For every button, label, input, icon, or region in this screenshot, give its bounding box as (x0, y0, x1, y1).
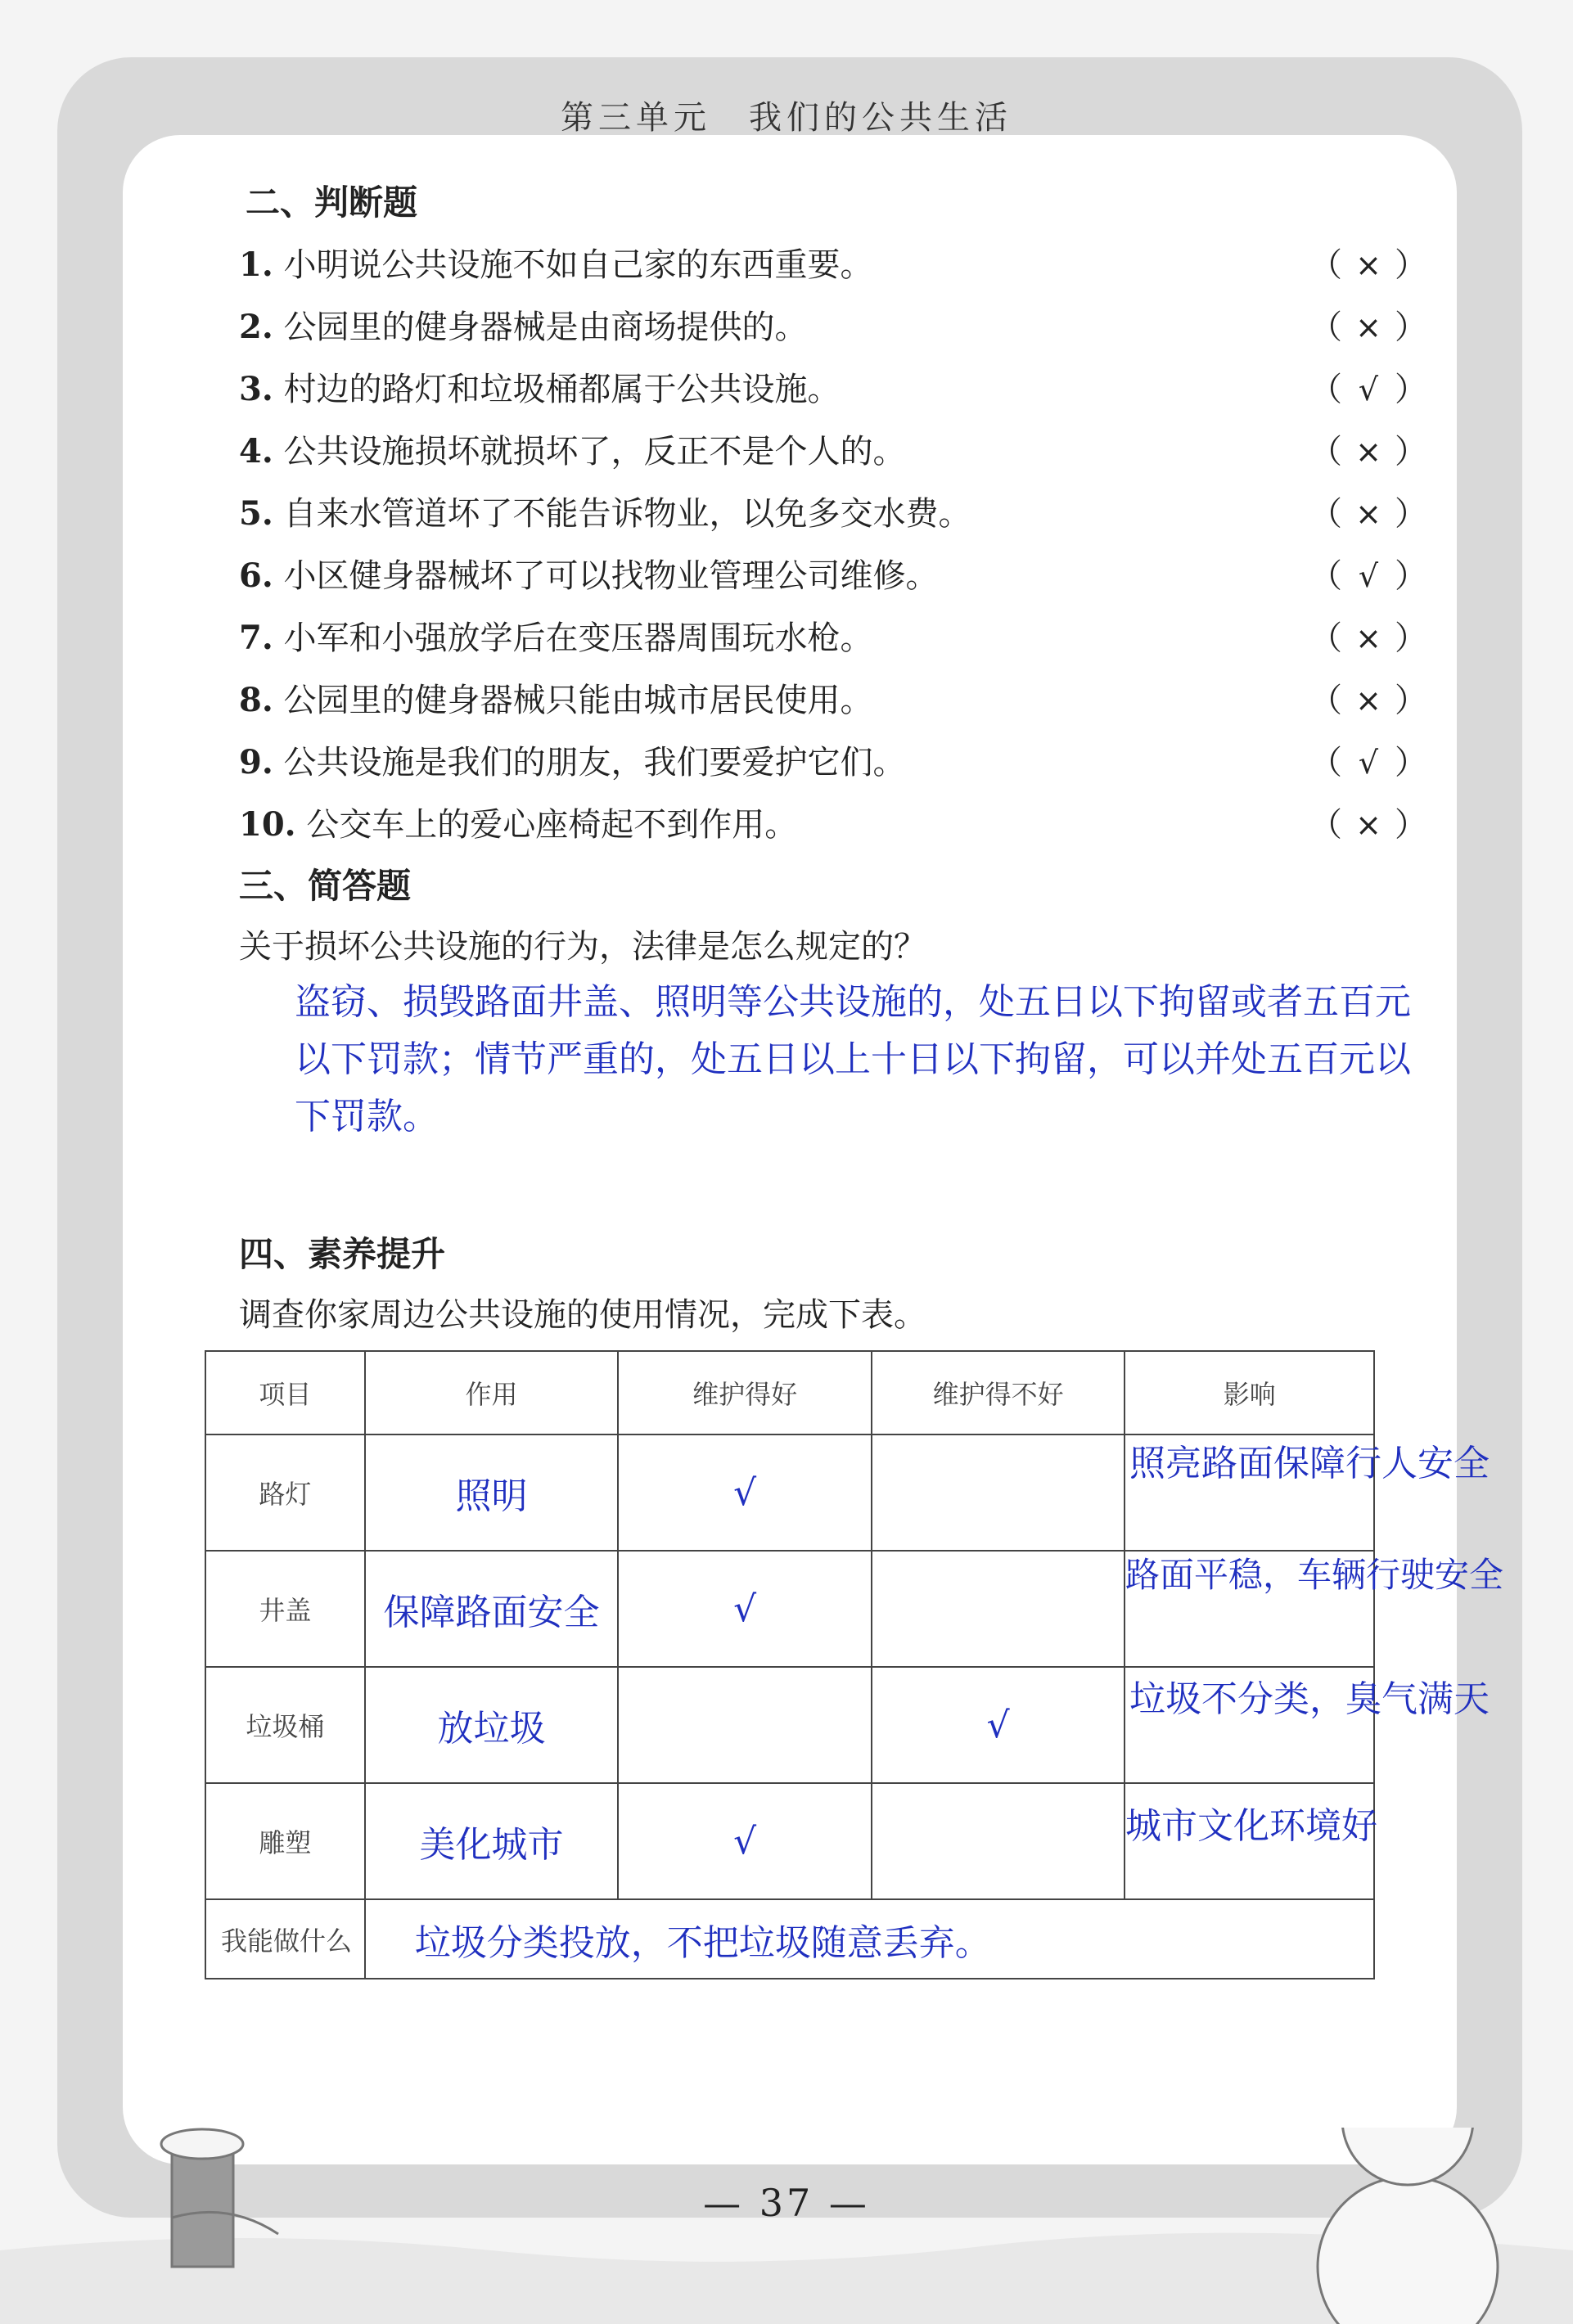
cell-good (618, 1667, 872, 1783)
judge-question: 4. 公共设施损坏就损坏了，反正不是个人的。 (239, 432, 906, 471)
cell-bad (872, 1551, 1125, 1667)
cell-item: 雕塑 (205, 1783, 365, 1899)
cell-good: √ (618, 1551, 872, 1667)
cell-good: √ (618, 1783, 872, 1899)
table-header-row (205, 1351, 1374, 1434)
unit-header: 第三单元 我们的公共生活 (561, 99, 1012, 137)
table-final-row (205, 1899, 1374, 1979)
effect-note: 垃圾不分类，臭气满天 (1129, 1678, 1490, 1720)
judge-question: 2. 公园里的健身器械是由商场提供的。 (239, 308, 808, 346)
cell-item: 路灯 (205, 1434, 365, 1551)
judge-question: 10. 公交车上的爱心座椅起不到作用。 (239, 805, 798, 844)
page-number: — 37 — (703, 2181, 870, 2225)
cell-use: 保障路面安全 (365, 1551, 619, 1667)
judge-question: 1. 小明说公共设施不如自己家的东西重要。 (239, 245, 873, 284)
cell-use: 照明 (365, 1434, 619, 1551)
judge-answer: （ × ） (1309, 495, 1427, 533)
judge-question: 9. 公共设施是我们的朋友，我们要爱护它们。 (239, 743, 906, 781)
judge-question: 7. 小军和小强放学后在变压器周围玩水枪。 (239, 619, 873, 657)
judge-question: 5. 自来水管道坏了不能告诉物业，以免多交水费。 (239, 494, 971, 533)
short-answer: 盗窃、损毁路面井盖、照明等公共设施的，处五日以下拘留或者五百元以下罚款；情节严重的，处五日以上十日以下拘留，可以并处五百元以下罚款。 (295, 981, 1411, 1137)
judge-answer: （ × ） (1309, 806, 1427, 844)
short-question: 关于损坏公共设施的行为，法律是怎么规定的？ (239, 928, 926, 966)
short-section-title: 三、简答题 (239, 866, 412, 906)
snowman-illustration (1318, 2128, 1498, 2324)
final-answer: 垃圾分类投放，不把垃圾随意丢弃。 (365, 1899, 1374, 1979)
col-header-bad: 维护得不好 (872, 1351, 1125, 1434)
col-header-item: 项目 (205, 1351, 365, 1434)
judge-question: 8. 公园里的健身器械只能由城市居民使用。 (239, 681, 873, 719)
judge-answer: （ × ） (1309, 309, 1427, 346)
judge-question: 3. 村边的路灯和垃圾桶都属于公共设施。 (239, 370, 841, 408)
col-header-use: 作用 (365, 1351, 619, 1434)
effect-note: 城市文化环境好 (1125, 1805, 1377, 1847)
cell-item: 井盖 (205, 1551, 365, 1667)
judge-question: 6. 小区健身器械坏了可以找物业管理公司维修。 (239, 556, 939, 595)
judge-answer: （ √ ） (1309, 557, 1427, 595)
judge-section-title: 二、判断题 (246, 182, 418, 223)
cell-bad: √ (872, 1667, 1125, 1783)
cell-good: √ (618, 1434, 872, 1551)
final-label: 我能做什么 (205, 1899, 365, 1979)
cell-bad (872, 1783, 1125, 1899)
cell-use: 美化城市 (365, 1783, 619, 1899)
snow-decoration (0, 2128, 1573, 2324)
cell-bad (872, 1434, 1125, 1551)
judge-answer: （ √ ） (1309, 371, 1427, 408)
judge-answer: （ × ） (1309, 619, 1427, 657)
judge-answer: （ × ） (1309, 433, 1427, 471)
judge-answer: （ √ ） (1309, 744, 1427, 781)
cell-item: 垃圾桶 (205, 1667, 365, 1783)
improve-instruction: 调查你家周边公共设施的使用情况，完成下表。 (239, 1296, 926, 1334)
judge-answer: （ × ） (1309, 246, 1427, 284)
col-header-effect: 影响 (1125, 1351, 1374, 1434)
cell-use: 放垃圾 (365, 1667, 619, 1783)
col-header-good: 维护得好 (618, 1351, 872, 1434)
improve-section-title: 四、素养提升 (239, 1234, 446, 1274)
effect-note: 照亮路面保障行人安全 (1129, 1443, 1490, 1484)
effect-note: 路面平稳，车辆行驶安全 (1125, 1555, 1504, 1595)
judge-answer: （ × ） (1309, 682, 1427, 719)
